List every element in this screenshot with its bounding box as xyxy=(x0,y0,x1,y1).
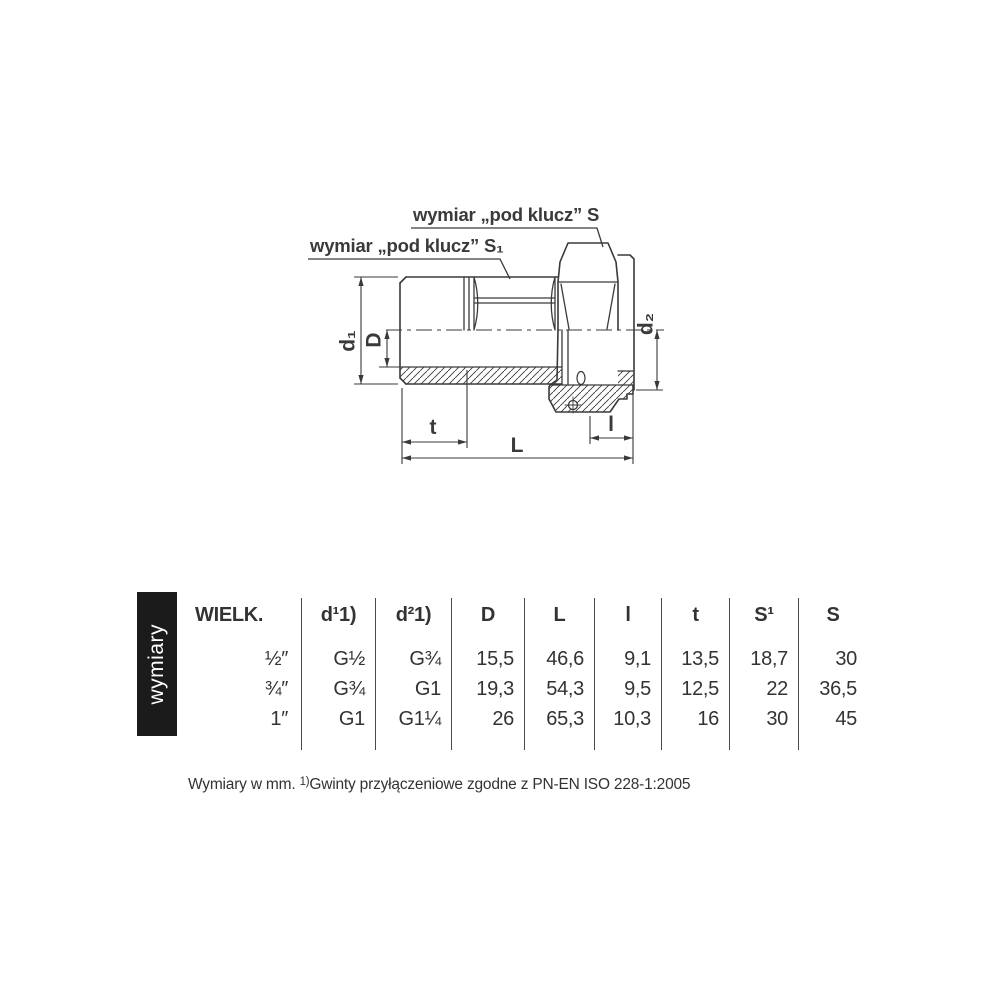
wymiary-tab-label: wymiary xyxy=(145,623,168,705)
value-cell: ½″ xyxy=(264,647,288,670)
value-cell: 19,3 xyxy=(451,674,524,704)
table-row xyxy=(185,644,867,674)
table-row xyxy=(185,674,867,704)
header-cell: d²1) xyxy=(375,598,451,632)
wymiary-tab xyxy=(137,592,177,736)
dim-label-L: L xyxy=(510,434,524,457)
value-cell: 13,5 xyxy=(661,644,729,674)
table-spacer-row xyxy=(185,734,867,750)
footnote xyxy=(188,776,690,794)
value-cell: 36,5 xyxy=(798,674,867,704)
footnote-threads: Gwinty przyłączeniowe zgodne z PN-EN ISO 228-1:2005 xyxy=(309,776,691,793)
dim-label-D: D xyxy=(362,332,386,348)
header-cell: S xyxy=(798,598,867,632)
value-cell: 22 xyxy=(729,674,798,704)
header-cell: t xyxy=(661,598,729,632)
dimensions-table xyxy=(185,598,867,750)
header-cell: L xyxy=(524,598,594,632)
header-cell: l xyxy=(594,598,661,632)
header-cell: d¹1) xyxy=(301,598,375,632)
value-cell: G1 xyxy=(375,674,451,704)
footnote-ref-marker: 1) xyxy=(299,776,310,788)
value-cell: 45 xyxy=(798,704,867,734)
wrench-size-s1-label: wymiar „pod klucz” S₁ xyxy=(310,235,504,256)
section-hatching xyxy=(400,367,634,412)
value-cell: 46,6 xyxy=(524,644,594,674)
footnote-dims: Wymiary w mm. xyxy=(188,776,296,793)
dim-label-t: t xyxy=(429,416,437,439)
table-header-row xyxy=(185,598,867,632)
value-cell: G¾ xyxy=(375,644,451,674)
value-cell: ¾″ xyxy=(264,677,288,700)
value-cell: 16 xyxy=(661,704,729,734)
value-cell: G1¼ xyxy=(375,704,451,734)
dim-label-d2: d₂ xyxy=(634,312,658,336)
value-cell: 9,1 xyxy=(594,644,661,674)
value-cell: 18,7 xyxy=(729,644,798,674)
value-cell: 12,5 xyxy=(661,674,729,704)
value-cell: 65,3 xyxy=(524,704,594,734)
header-cell: WIELK. xyxy=(195,603,264,626)
value-cell: 1″ xyxy=(270,707,288,730)
value-cell: 54,3 xyxy=(524,674,594,704)
value-cell: G½ xyxy=(301,644,375,674)
dim-label-l: l xyxy=(608,413,614,436)
wrench-size-s-label: wymiar „pod klucz” S xyxy=(413,204,600,225)
dim-label-d1: d₁ xyxy=(336,330,360,352)
table-gap-row xyxy=(185,632,867,644)
value-cell: 26 xyxy=(451,704,524,734)
value-cell: 30 xyxy=(729,704,798,734)
value-cell: 30 xyxy=(798,644,867,674)
header-cell: S¹ xyxy=(729,598,798,632)
value-cell: 15,5 xyxy=(451,644,524,674)
value-cell: 10,3 xyxy=(594,704,661,734)
table-row xyxy=(185,704,867,734)
header-cell: D xyxy=(451,598,524,632)
value-cell: 9,5 xyxy=(594,674,661,704)
value-cell: G¾ xyxy=(301,674,375,704)
value-cell: G1 xyxy=(301,704,375,734)
